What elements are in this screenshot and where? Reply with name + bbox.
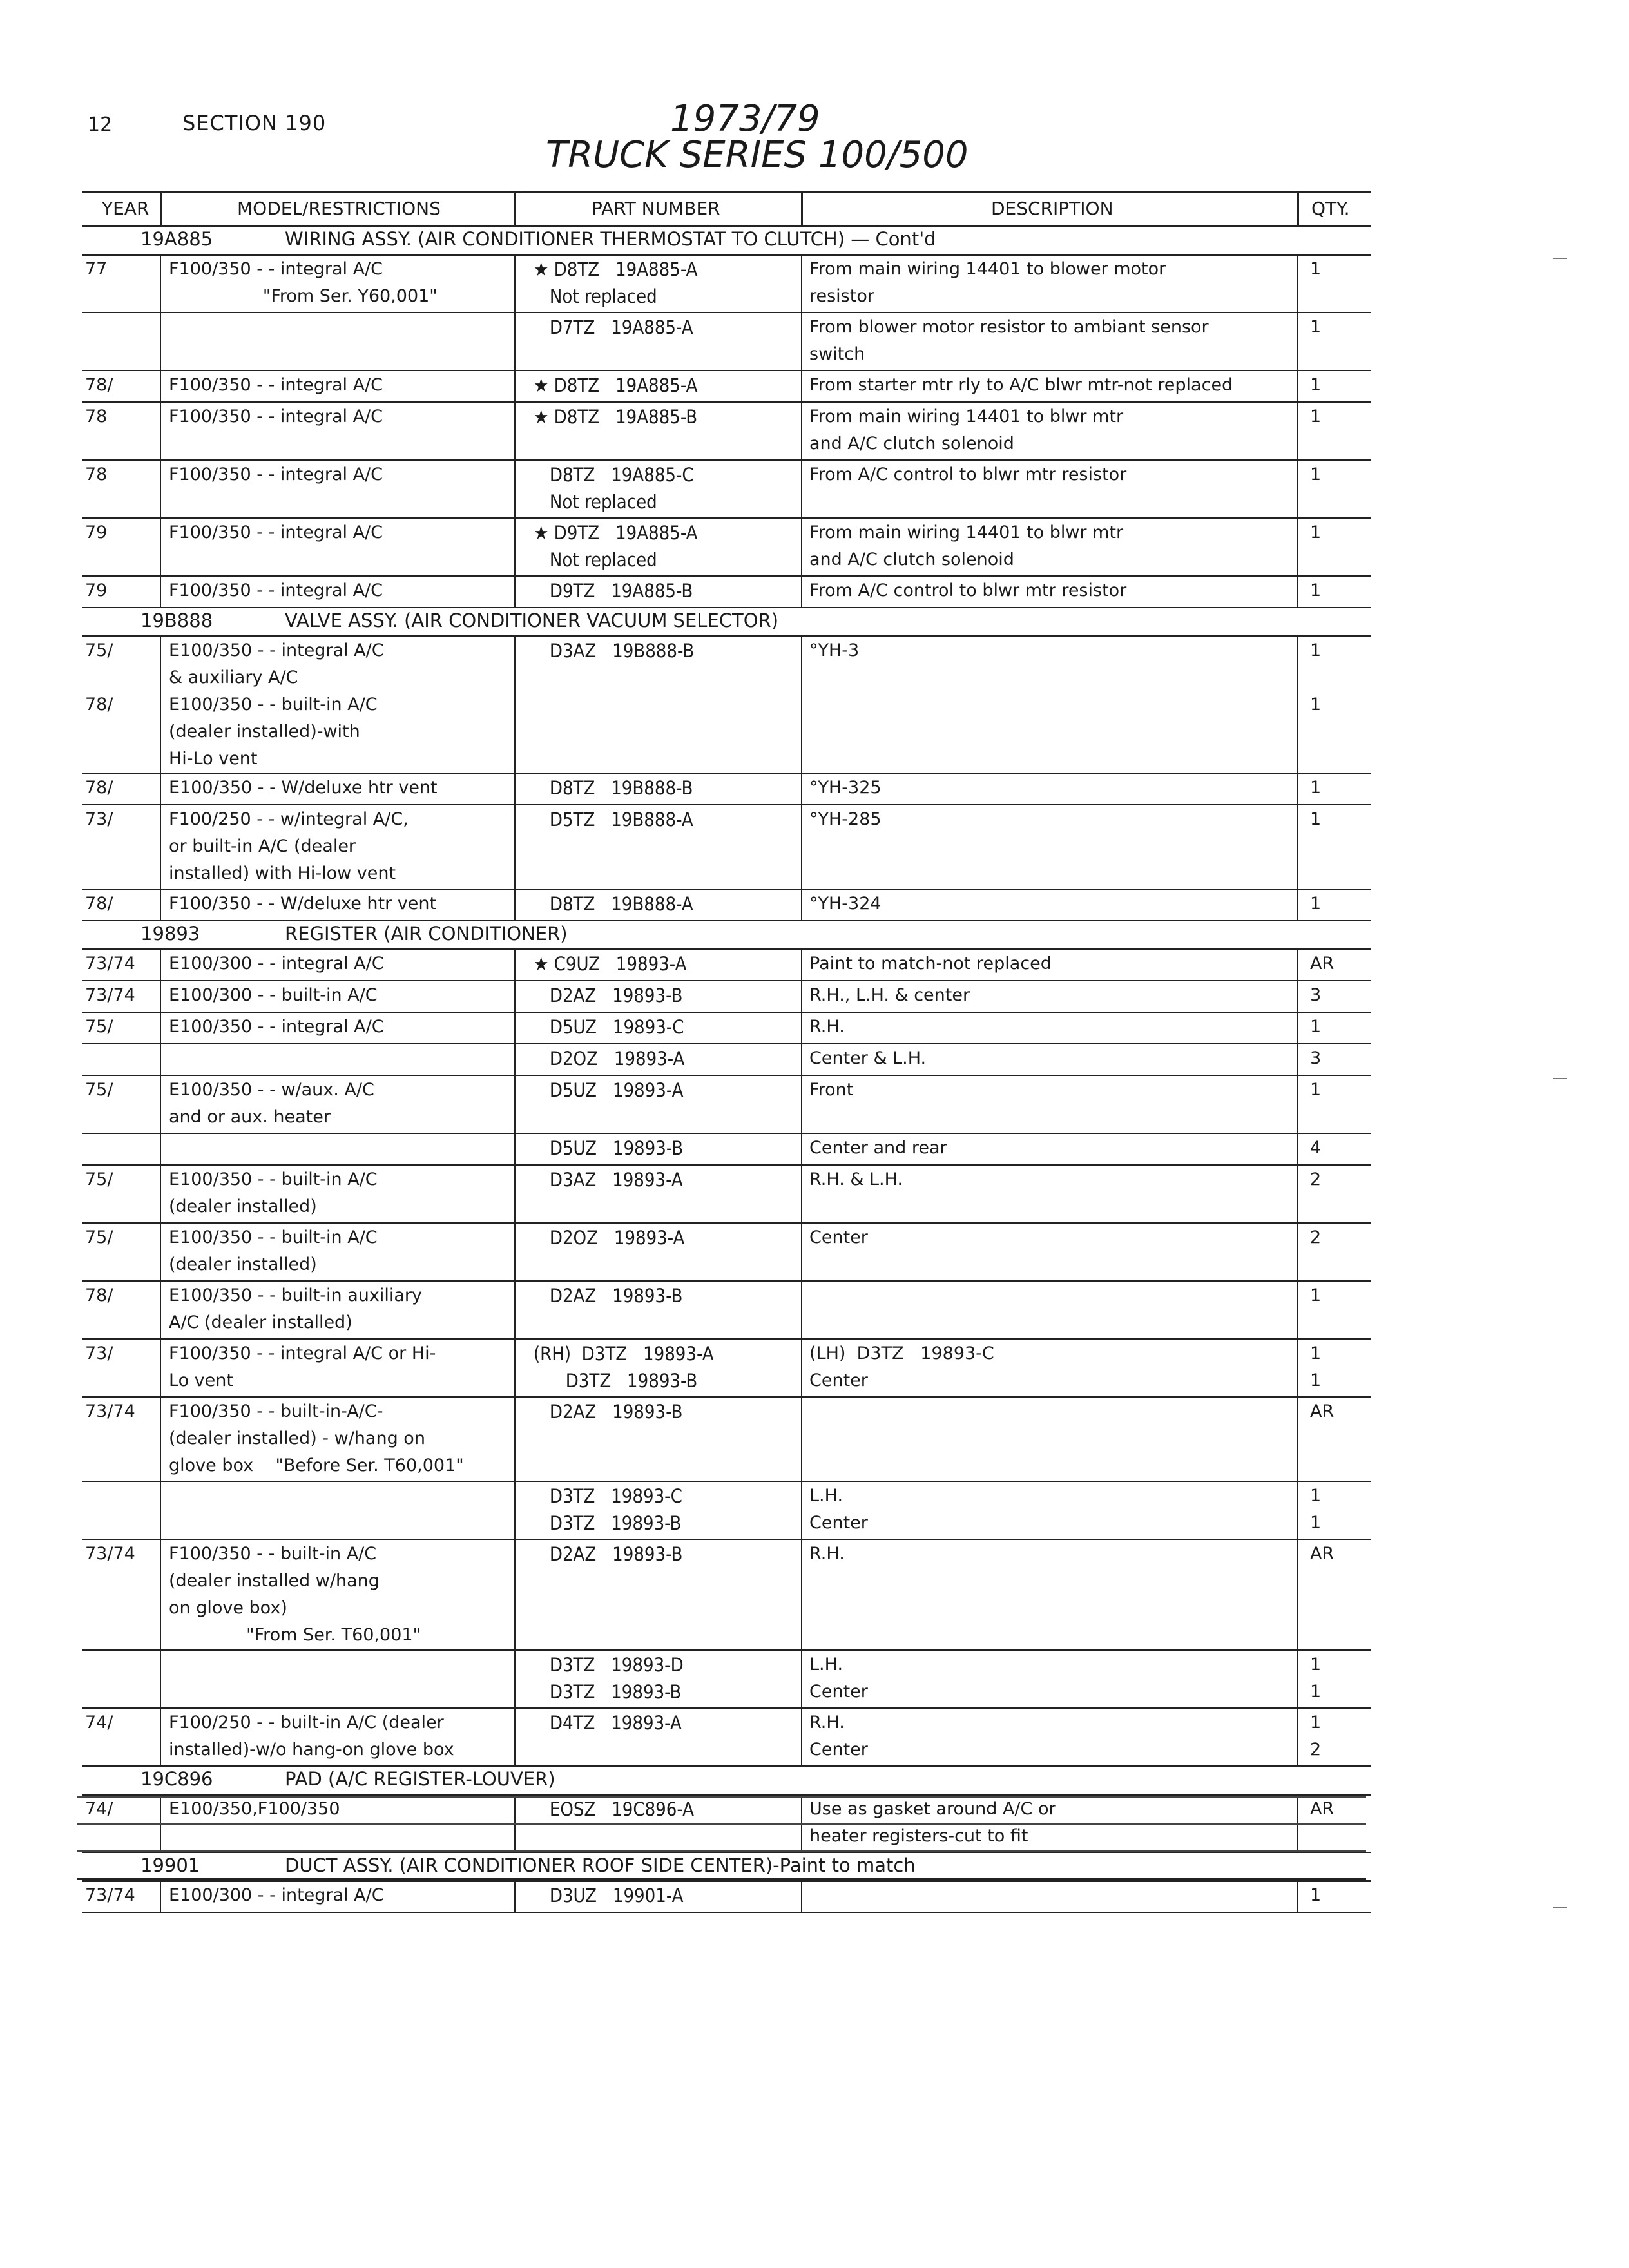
- col-description: DESCRIPTION: [991, 198, 1113, 219]
- year-cell: 73/74: [85, 1885, 135, 1905]
- qty-cell: AR: [1310, 1544, 1335, 1564]
- year-cell: 78/: [85, 1285, 113, 1305]
- model-cell: F100/350 - - integral A/C: [169, 375, 383, 395]
- part-number-cell: D3AZ 19B888-B: [534, 640, 695, 662]
- part-number-cell: D2AZ 19893-B: [534, 1543, 683, 1565]
- model-cell: F100/350 - - integral A/C "From Ser. Y60,001": [169, 259, 438, 306]
- group-name: WIRING ASSY. (AIR CONDITIONER THERMOSTAT TO CLUTCH) — Cont'd: [285, 228, 936, 250]
- model-cell: F100/250 - - built-in A/C (dealer installed)-w/o hang-on glove box: [169, 1713, 454, 1760]
- group-code: 19B888: [140, 610, 213, 631]
- part-number-cell: ★ D8TZ 19A885-B: [534, 406, 698, 428]
- table-row: [82, 254, 1371, 312]
- table-row: [82, 980, 1371, 1012]
- part-number-cell: D3TZ 19893-D D3TZ 19893-B: [549, 1654, 684, 1703]
- table-row: [82, 948, 1371, 980]
- description-cell: °YH-325: [809, 778, 882, 798]
- group-code: 19893: [140, 923, 200, 945]
- model-cell: F100/350 - - W/deluxe htr vent: [169, 894, 437, 914]
- table-row: [82, 1222, 1371, 1280]
- part-number-cell: D3AZ 19893-A: [534, 1169, 683, 1191]
- qty-cell: 1: [1310, 581, 1322, 601]
- table-row: [82, 459, 1371, 517]
- col-year: YEAR: [102, 198, 149, 219]
- group-name: PAD (A/C REGISTER-LOUVER): [285, 1768, 555, 1790]
- part-number-cell: D9TZ 19A885-B: [534, 580, 693, 602]
- group-code: 19C896: [140, 1768, 213, 1790]
- year-cell: 75/: [85, 1169, 113, 1189]
- description-cell: Front: [809, 1080, 854, 1100]
- group-heading: [82, 1765, 1371, 1796]
- table-row: [82, 312, 1371, 370]
- description-cell: From blower motor resistor to ambiant sensor switch: [809, 317, 1209, 364]
- model-cell: F100/350 - - built-in A/C (dealer installed w/hang on glove box) "From Ser. T60,001": [169, 1544, 421, 1645]
- year-cell: 79: [85, 523, 108, 543]
- qty-cell: 1: [1310, 259, 1322, 279]
- qty-cell: 1: [1310, 1080, 1322, 1100]
- table-row: [82, 1164, 1371, 1222]
- model-cell: E100/350 - - W/deluxe htr vent: [169, 778, 438, 798]
- qty-cell: 4: [1310, 1138, 1322, 1158]
- description-cell: L.H. Center: [809, 1486, 868, 1533]
- part-number-cell: ★ D9TZ 19A885-A Not replaced: [534, 522, 698, 571]
- qty-cell: AR: [1310, 1401, 1335, 1421]
- group-heading: [82, 920, 1371, 950]
- table-row: [82, 1043, 1371, 1075]
- qty-cell: 3: [1310, 985, 1322, 1005]
- model-cell: E100/350,F100/350: [169, 1799, 340, 1819]
- group-heading: [82, 1852, 1371, 1882]
- col-model: MODEL/RESTRICTIONS: [237, 198, 441, 219]
- group-name: REGISTER (AIR CONDITIONER): [285, 923, 568, 945]
- qty-cell: 1: [1310, 1017, 1322, 1037]
- table-row: [82, 1280, 1371, 1338]
- table-row: [82, 1133, 1371, 1164]
- part-number-cell: D5TZ 19B888-A: [534, 809, 693, 831]
- year-cell: 73/74: [85, 1544, 135, 1564]
- qty-cell: 1: [1310, 317, 1322, 337]
- table-row: [82, 804, 1371, 889]
- description-cell: From starter mtr rly to A/C blwr mtr-not replaced: [809, 375, 1233, 395]
- table-row: [82, 370, 1371, 401]
- description-cell: R.H. Center: [809, 1713, 868, 1760]
- page-title-series: TRUCK SERIES 100/500: [546, 134, 969, 176]
- part-number-cell: D5UZ 19893-C: [534, 1016, 684, 1038]
- part-number-cell: ★ D8TZ 19A885-A Not replaced: [534, 258, 698, 307]
- year-cell: 74/: [85, 1799, 113, 1819]
- qty-cell: 1 1: [1310, 1343, 1322, 1390]
- part-number-cell: D4TZ 19893-A: [534, 1712, 682, 1734]
- year-cell: 79: [85, 581, 108, 601]
- part-number-cell: ★ C9UZ 19893-A: [534, 953, 687, 975]
- qty-cell: 1: [1310, 375, 1322, 395]
- part-number-cell: D2AZ 19893-B: [534, 985, 683, 1006]
- year-cell: 77: [85, 259, 108, 279]
- table-header: [82, 191, 1371, 227]
- qty-cell: 2: [1310, 1227, 1322, 1247]
- model-cell: F100/350 - - integral A/C: [169, 465, 383, 485]
- qty-cell: 1: [1310, 523, 1322, 543]
- table-row: [82, 889, 1371, 920]
- part-number-cell: ★ D8TZ 19A885-A: [534, 374, 698, 396]
- group-heading: [82, 226, 1371, 256]
- year-cell: 73/: [85, 1343, 113, 1363]
- year-cell: 75/ 78/: [85, 640, 113, 715]
- part-number-cell: D2AZ 19893-B: [534, 1285, 683, 1307]
- col-part: PART NUMBER: [592, 198, 720, 219]
- table-row: [82, 1481, 1371, 1539]
- model-cell: F100/350 - - integral A/C: [169, 407, 383, 427]
- description-cell: Paint to match-not replaced: [809, 954, 1052, 974]
- description-cell: °YH-324: [809, 894, 882, 914]
- description-cell: °YH-3: [809, 640, 860, 660]
- table-row: [82, 1880, 1371, 1912]
- part-number-cell: D8TZ 19B888-A: [534, 893, 693, 915]
- qty-cell: 1 1: [1310, 1655, 1322, 1702]
- year-cell: 78/: [85, 894, 113, 914]
- qty-cell: 1: [1310, 894, 1322, 914]
- year-cell: 73/: [85, 809, 113, 829]
- model-cell: E100/300 - - integral A/C: [169, 1885, 384, 1905]
- year-cell: 75/: [85, 1227, 113, 1247]
- model-cell: E100/350 - - w/aux. A/C and or aux. heater: [169, 1080, 374, 1127]
- model-cell: E100/350 - - integral A/C & auxiliary A/C E100/350 - - built-in A/C (dealer installed)-with Hi-Lo vent: [169, 640, 384, 769]
- qty-cell: 1: [1310, 465, 1322, 485]
- model-cell: F100/250 - - w/integral A/C, or built-in A/C (dealer installed) with Hi-low vent: [169, 809, 409, 883]
- table-row: [82, 401, 1371, 459]
- part-number-cell: D8TZ 19A885-C Not replaced: [549, 464, 694, 513]
- year-cell: 78/: [85, 375, 113, 395]
- table-row: [82, 1539, 1371, 1649]
- description-cell: (LH) D3TZ 19893-C Center: [809, 1343, 994, 1390]
- table-row: [82, 1075, 1371, 1133]
- model-cell: E100/300 - - integral A/C: [169, 954, 384, 974]
- model-cell: E100/350 - - built-in auxiliary A/C (dealer installed): [169, 1285, 423, 1332]
- group-heading: [82, 607, 1371, 637]
- description-cell: L.H. Center: [809, 1655, 868, 1702]
- model-cell: E100/300 - - built-in A/C: [169, 985, 378, 1005]
- model-cell: F100/350 - - integral A/C or Hi- Lo vent: [169, 1343, 436, 1390]
- part-number-cell: D2OZ 19893-A: [534, 1048, 685, 1070]
- description-cell: From A/C control to blwr mtr resistor: [809, 465, 1127, 485]
- qty-cell: 1: [1310, 809, 1322, 829]
- qty-cell: 1: [1310, 1885, 1322, 1905]
- qty-cell: 1: [1310, 778, 1322, 798]
- description-cell: °YH-285: [809, 809, 882, 829]
- table-row: [82, 1707, 1371, 1765]
- year-cell: 74/: [85, 1713, 113, 1733]
- description-cell: Center and rear: [809, 1138, 947, 1158]
- part-number-cell: D8TZ 19B888-B: [534, 777, 693, 799]
- description-cell: R.H., L.H. & center: [809, 985, 970, 1005]
- description-cell: From main wiring 14401 to blower motor resistor: [809, 259, 1166, 306]
- col-qty: QTY.: [1311, 198, 1350, 219]
- part-number-cell: (RH) D3TZ 19893-A D3TZ 19893-B: [534, 1343, 714, 1392]
- description-cell: From A/C control to blwr mtr resistor: [809, 581, 1127, 601]
- table-row: [82, 517, 1371, 575]
- description-cell: Use as gasket around A/C or heater registers-cut to fit: [809, 1799, 1056, 1846]
- group-code: 19901: [140, 1854, 200, 1876]
- part-number-cell: D5UZ 19893-A: [534, 1079, 684, 1101]
- qty-cell: 1: [1310, 407, 1322, 427]
- model-cell: E100/350 - - built-in A/C (dealer installed): [169, 1227, 378, 1274]
- section-label: SECTION 190: [182, 111, 327, 135]
- part-number-cell: D3UZ 19901-A: [534, 1885, 684, 1907]
- model-cell: F100/350 - - integral A/C: [169, 581, 383, 601]
- description-cell: R.H. & L.H.: [809, 1169, 903, 1189]
- part-number-cell: D5UZ 19893-B: [534, 1137, 684, 1159]
- qty-cell: 1 2: [1310, 1713, 1322, 1760]
- group-name: DUCT ASSY. (AIR CONDITIONER ROOF SIDE CENTER)-Paint to match: [285, 1854, 916, 1876]
- qty-cell: AR: [1310, 954, 1335, 974]
- description-cell: R.H.: [809, 1544, 845, 1564]
- description-cell: Center: [809, 1227, 868, 1247]
- description-cell: From main wiring 14401 to blwr mtr and A/C clutch solenoid: [809, 523, 1124, 570]
- year-cell: 78: [85, 465, 108, 485]
- model-cell: F100/350 - - integral A/C: [169, 523, 383, 543]
- table-row: [82, 575, 1371, 607]
- qty-cell: 2: [1310, 1169, 1322, 1189]
- qty-cell: 3: [1310, 1048, 1322, 1068]
- group-code: 19A885: [140, 228, 213, 250]
- page-title-years: 1973/79: [670, 98, 820, 140]
- table-row: [82, 1338, 1371, 1396]
- table-row: [82, 1396, 1371, 1481]
- table-row: [82, 635, 1371, 773]
- year-cell: 73/74: [85, 985, 135, 1005]
- description-cell: From main wiring 14401 to blwr mtr and A/C clutch solenoid: [809, 407, 1124, 454]
- year-cell: 73/74: [85, 1401, 135, 1421]
- part-number-cell: D7TZ 19A885-A: [534, 316, 693, 338]
- part-number-cell: D3TZ 19893-C D3TZ 19893-B: [549, 1485, 682, 1534]
- qty-cell: 1: [1310, 1285, 1322, 1305]
- table-row: [82, 1012, 1371, 1043]
- part-number-cell: EOSZ 19C896-A: [534, 1798, 694, 1820]
- qty-cell: 1 1: [1310, 640, 1322, 715]
- model-cell: E100/350 - - built-in A/C (dealer installed): [169, 1169, 378, 1216]
- year-cell: 78/: [85, 778, 113, 798]
- table-row: [82, 1794, 1371, 1852]
- table-row: [82, 773, 1371, 804]
- part-number-cell: D2OZ 19893-A: [534, 1227, 685, 1249]
- year-cell: 75/: [85, 1017, 113, 1037]
- table-row: [82, 1649, 1371, 1707]
- model-cell: E100/350 - - integral A/C: [169, 1017, 384, 1037]
- qty-cell: 1 1: [1310, 1486, 1322, 1533]
- model-cell: F100/350 - - built-in-A/C- (dealer installed) - w/hang on glove box "Before Ser. T60,001": [169, 1401, 464, 1475]
- year-cell: 78: [85, 407, 108, 427]
- year-cell: 75/: [85, 1080, 113, 1100]
- page-number: 12: [88, 113, 113, 136]
- qty-cell: AR: [1310, 1799, 1335, 1819]
- description-cell: Center & L.H.: [809, 1048, 927, 1068]
- description-cell: R.H.: [809, 1017, 845, 1037]
- group-name: VALVE ASSY. (AIR CONDITIONER VACUUM SELECTOR): [285, 610, 779, 631]
- year-cell: 73/74: [85, 954, 135, 974]
- part-number-cell: D2AZ 19893-B: [534, 1401, 683, 1423]
